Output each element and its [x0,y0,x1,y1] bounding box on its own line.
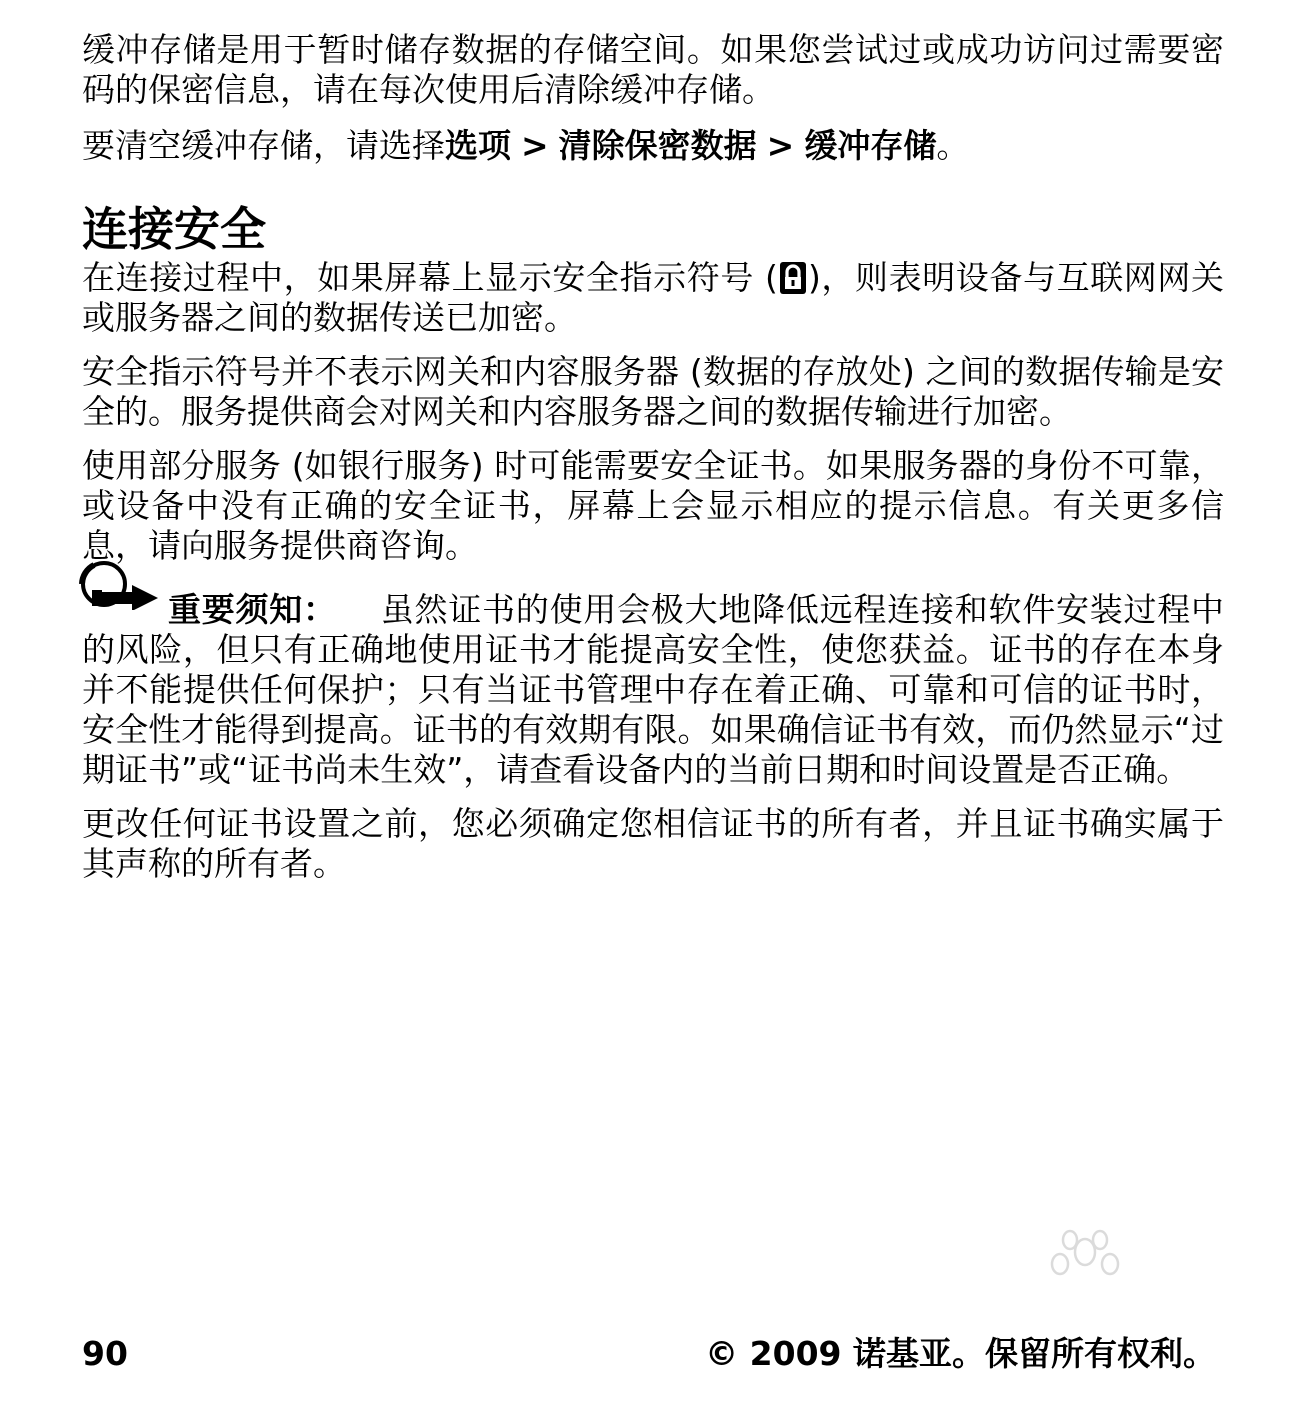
menu-separator: > [521,126,549,165]
cache-info-paragraph: 缓冲存储是用于暂时储存数据的存储空间。如果您尝试过或成功访问过需要密码的保密信息，请在每次使用后清除缓冲存储。 [82,30,1224,109]
notice-body: 虽然证书的使用会极大地降低远程连接和软件安装过程中的风险，但只有正确地使用证书才能提高安全性，使您获益。证书的存在本身并不能提供任何保护；只有当证书管理中存在着正确、可靠和可信的证书时，安全性才能得到提高。证书的有效期有限。如果确信证书有效，而仍然显示“过期证书”或“证书尚未生效”，请查看设备内的当前日期和时间设置是否正确。 [82,590,1225,789]
important-notice [82,590,1224,790]
certificate-paragraph: 使用部分服务 (如银行服务) 时可能需要安全证书。如果服务器的身份不可靠，或设备中没有正确的安全证书，屏幕上会显示相应的提示信息。有关更多信息，请向服务提供商咨询。 [82,446,1224,565]
menu-cache: 缓冲存储 [804,126,937,165]
security-indicator-paragraph [82,258,1224,338]
certificate-settings-paragraph: 更改任何证书设置之前，您必须确定您相信证书的所有者，并且证书确实属于其声称的所有者。 [82,804,1224,883]
indicator-text-after: )，则表明设备与互联网网关或服务器之间的数据传送已加密。 [82,258,1224,337]
clear-prefix: 要清空缓冲存储，请选择 [82,126,445,165]
notice-label: 重要须知： [168,590,337,629]
notice-text [82,590,1224,790]
document-page [82,30,1224,898]
page-footer [82,1332,1224,1376]
lock-icon [779,261,807,295]
section-heading: 连接安全 [82,202,266,256]
notice-pointer-icon [78,558,160,610]
indicator-text-before: 在连接过程中，如果屏幕上显示安全指示符号 ( [82,258,778,297]
clear-cache-instruction [82,126,1224,166]
clear-suffix: 。 [936,126,970,165]
gateway-paragraph: 安全指示符号并不表示网关和内容服务器 (数据的存放处) 之间的数据传输是安全的。服务提供商会对网关和内容服务器之间的数据传输进行加密。 [82,352,1224,431]
copyright-notice: © 2009 诺基亚。保留所有权利。 [705,1334,1216,1373]
menu-separator: > [766,126,795,165]
menu-clear-privacy-data: 清除保密数据 [558,126,757,165]
page-number: 90 [82,1334,128,1373]
menu-options: 选项 [445,126,511,165]
